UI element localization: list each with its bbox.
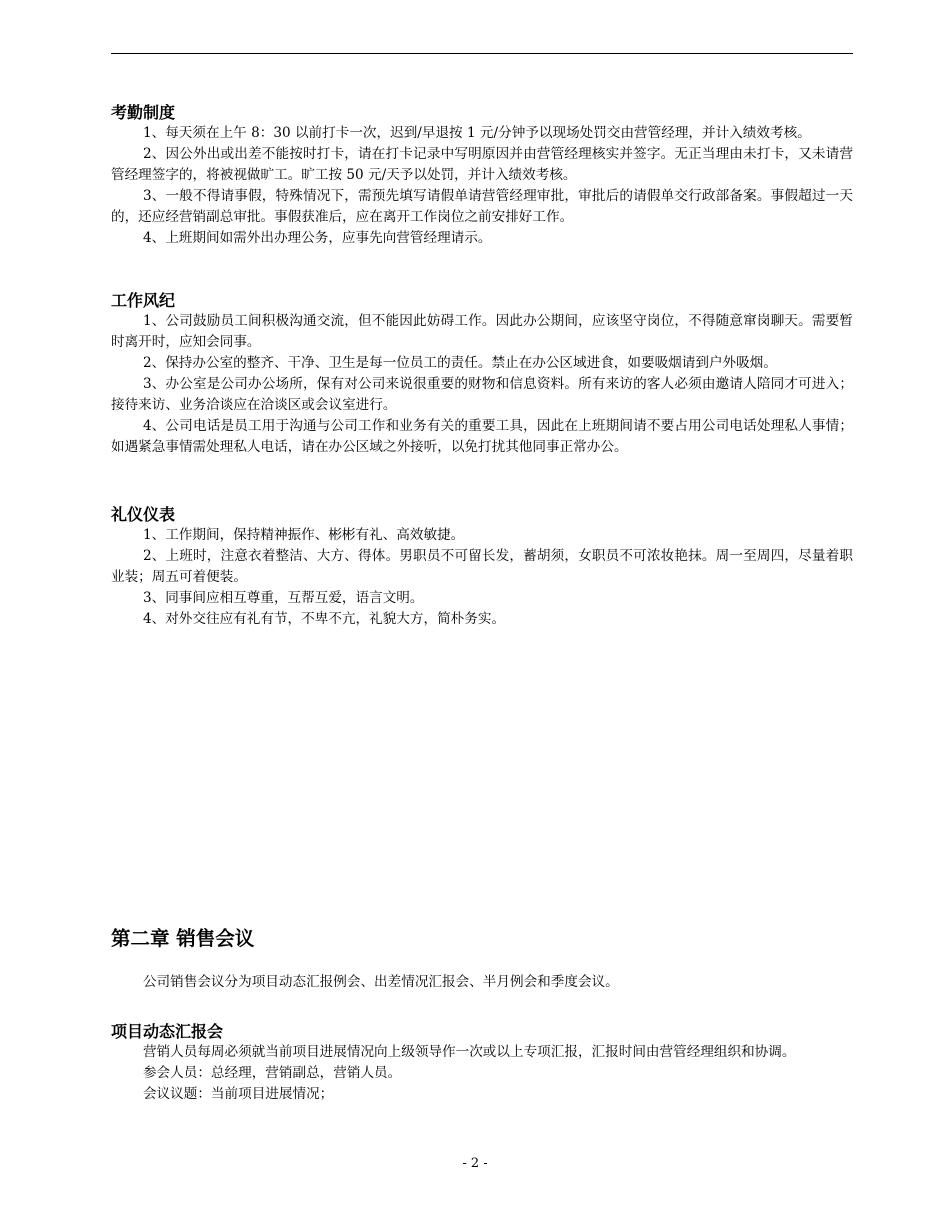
paragraph: 3、办公室是公司办公场所，保有对公司来说很重要的财物和信息资料。所有来访的客人必须由邀请人陪同才可进入；接待来访、业务洽谈应在洽谈区或会议室进行。 (111, 376, 853, 413)
paragraph: 4、公司电话是员工用于沟通与公司工作和业务有关的重要工具，因此在上班期间请不要占用公司电话处理私人事情；如遇紧急事情需处理私人电话，请在办公区域之外接听，以免打扰其他同事正常办公。 (111, 418, 853, 455)
paragraph: 2、保持办公室的整齐、干净、卫生是每一位员工的责任。禁止在办公区域进食，如要吸烟请到户外吸烟。 (142, 355, 777, 371)
section-heading: 项目动态汇报会 (111, 1022, 224, 1041)
section-attendance (111, 103, 853, 249)
section-heading: 礼仪仪表 (111, 505, 176, 524)
page-number: - 2 - (462, 1156, 488, 1171)
paragraph: 营销人员每周必须就当前项目进展情况向上级领导作一次或以上专项汇报，汇报时间由营管经理组织和协调。 (142, 1044, 796, 1060)
section-discipline (111, 291, 853, 458)
paragraph: 会议议题：当前项目进展情况； (142, 1086, 334, 1102)
section-heading: 考勤制度 (111, 103, 176, 122)
paragraph: 1、每天须在上午 8：30 以前打卡一次，迟到/早退按 1 元/分钟予以现场处罚交由营管经理，并计入绩效考核。 (142, 125, 811, 141)
header-rule (111, 53, 853, 54)
chapter-intro-block (111, 972, 853, 993)
paragraph: 1、工作期间，保持精神振作、彬彬有礼、高效敏捷。 (142, 527, 465, 543)
section-etiquette (111, 505, 853, 630)
chapter-title-block (111, 927, 853, 951)
paragraph: 4、对外交往应有礼有节，不卑不亢，礼貌大方，简朴务实。 (142, 611, 506, 627)
paragraph: 1、公司鼓励员工间积极沟通交流，但不能因此妨碍工作。因此办公期间，应该坚守岗位，不得随意窜岗聊天。需要暂时离开时，应知会同事。 (111, 313, 853, 350)
section-project-report (111, 1022, 853, 1105)
paragraph: 2、因公外出或出差不能按时打卡，请在打卡记录中写明原因并由营管经理核实并签字。无正当理由未打卡，又未请营管经理签字的，将被视做旷工。旷工按 50 元/天予以处罚，并计入绩效考核。 (111, 146, 853, 183)
paragraph: 2、上班时，注意衣着整洁、大方、得体。男职员不可留长发，蓄胡须，女职员不可浓妆艳抹。周一至周四，尽量着职业装；周五可着便装。 (111, 548, 853, 585)
paragraph: 3、一般不得请事假，特殊情况下，需预先填写请假单请营管经理审批，审批后的请假单交行政部备案。事假超过一天的，还应经营销副总审批。事假获准后，应在离开工作岗位之前安排好工作。 (111, 188, 853, 225)
paragraph: 4、上班期间如需外出办理公务，应事先向营管经理请示。 (142, 230, 492, 246)
paragraph: 参会人员：总经理，营销副总，营销人员。 (142, 1065, 402, 1081)
section-heading: 工作风纪 (111, 291, 176, 310)
paragraph: 3、同事间应相互尊重，互帮互爱，语言文明。 (142, 590, 424, 606)
chapter-intro: 公司销售会议分为项目动态汇报例会、出差情况汇报会、半月例会和季度会议。 (142, 974, 619, 990)
chapter-title: 第二章 销售会议 (111, 927, 255, 950)
